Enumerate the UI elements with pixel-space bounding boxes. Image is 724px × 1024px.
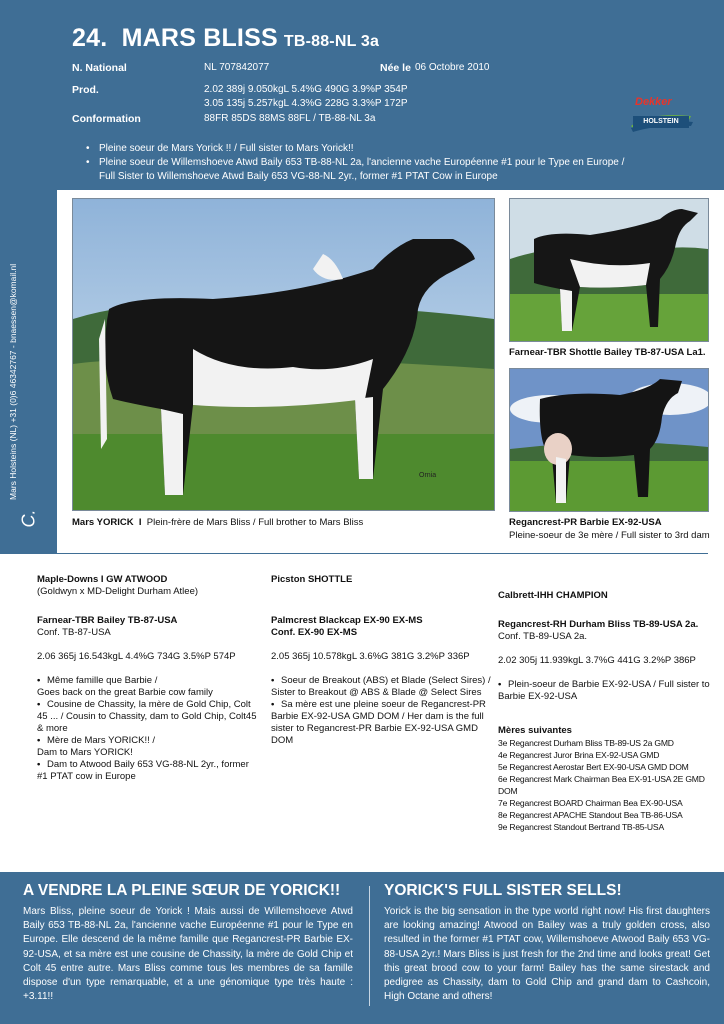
bottom-right-photo (509, 368, 709, 512)
national-value: NL 707842077 (204, 62, 270, 73)
col1-bullet-3: • Mère de Mars YORICK!! / (37, 735, 265, 747)
col2-bullet-1: • Soeur de Breakout (ABS) et Blade (Select Sires) / (271, 675, 493, 687)
col1-bullet-2: • Cousine de Chassity, la mère de Gold Chip, Colt (37, 699, 265, 711)
dekker-holstein-logo (629, 96, 695, 134)
col1-bullet-4-b: #1 PTAT cow in Europe (37, 771, 136, 782)
conformation-value: 88FR 85DS 88MS 88FL / TB-88-NL 3a (204, 113, 376, 124)
born-label: Née le (380, 62, 411, 74)
col2-bullet-2-c: sister to Regancrest-PR Barbie EX-92-USA GMD DOM (271, 723, 478, 746)
col1-bullet-2-b: 45 ... / Cousin to Chassity, dam to Gold Chip, Colt45 (37, 711, 257, 722)
col3-bullet-1: • Plein-soeur de Barbie EX-92-USA / Full sister to (498, 679, 720, 691)
production-line-2: 3.05 135j 5.257kgL 4.3%G 228G 3.3%P 172P (204, 98, 408, 109)
col3-bullet-1-b: Barbie EX-92-USA (498, 691, 578, 702)
col1-sire: Maple-Downs I GW ATWOOD (37, 574, 168, 585)
header-bullet-1: • Pleine soeur de Mars Yorick !! / Full sister to Mars Yorick!! (86, 142, 686, 156)
header-bullet-2: • Pleine soeur de Willemshoeve Atwd Baily 653 TB-88-NL 2a, l'ancienne vache Européenne #1 pour le Type en Europe / (86, 156, 686, 170)
col1-sire-pedigree: (Goldwyn x MD-Delight Durham Atlee) (37, 586, 199, 597)
english-heading: YORICK'S FULL SISTER SELLS! (384, 882, 622, 899)
production-label: Prod. (72, 84, 99, 96)
col1-bullet-4: • Dam to Atwood Baily 653 VG-88-NL 2yr., former (37, 759, 265, 771)
col1-dam-conf: Conf. TB-87-USA (37, 627, 111, 638)
col1-production: 2.06 365j 16.543kgL 4.4%G 734G 3.5%P 574P (37, 651, 236, 662)
conformation-label: Conformation (72, 113, 141, 125)
english-text: Yorick is the big sensation in the type world right now! His first daughters are looking amazing! Atwood on Bailey was a truly golden cross, also resulted in the former #1 PTAT cow, Willemshoeve Atwood Baily 653 VG-88-USA 2yr.! Mars Bliss is just fresh for the 2nd time and looks great! Get this great brood cow to your farm! Bailey has the same sirestack and pedigree as Chassity, dam to Gold Chip and grand dam to Cashcoin, High Octane and others! (384, 906, 710, 1003)
col1-dam: Farnear-TBR Bailey TB-87-USA (37, 615, 178, 626)
col2-bullet-2-b: Barbie EX-92-USA GMD DOM / Her dam is the full (271, 711, 484, 722)
main-photo (72, 198, 495, 511)
header-bullet-2-continued: Full Sister to Willemshoeve Atwd Baily 653 VG-88-NL 2yr., former #1 PTAT Cow in Europe (99, 171, 498, 182)
col3-dam-8: 8e Regancrest APACHE Standout Bea TB-86-USA (498, 810, 683, 820)
page-title: 24. MARS BLISS TB-88-NL 3a (72, 24, 380, 52)
logo-brand: Dekker (635, 96, 672, 108)
national-label: N. National (72, 62, 127, 74)
main-photo-caption: Mars YORICK I Plein-frère de Mars Bliss / Full brother to Mars Bliss (72, 517, 364, 528)
col1-bullet-3-b: Dam to Mars YORICK! (37, 747, 133, 758)
col2-dam: Palmcrest Blackcap EX-90 EX-MS (271, 615, 423, 626)
col1-bullet-2-c: & more (37, 723, 68, 734)
col2-bullet-1-b: Sister to Breakout @ ABS & Blade @ Select Sires (271, 687, 482, 698)
production-line-1: 2.02 389j 9.050kgL 5.4%G 490G 3.9%P 354P (204, 84, 408, 95)
col2-production: 2.05 365j 10.578kgL 3.6%G 381G 3.2%P 336P (271, 651, 470, 662)
sidebar-contact: Mars Holsteins (NL) +31 (0)6 46342767 - bnaessen@komail.nl (8, 263, 18, 500)
header-bullets (86, 142, 686, 184)
col3-production: 2.02 305j 11.939kgL 3.7%G 441G 3.2%P 386P (498, 655, 696, 666)
pedigree-column-1 (37, 574, 265, 783)
col1-bullet-1: • Même famille que Barbie / (37, 675, 265, 687)
logo-sub: HOLSTEIN (633, 116, 689, 128)
section-divider (57, 553, 708, 554)
footer-divider (369, 886, 370, 1006)
col3-dam-conf: Conf. TB-89-USA 2a. (498, 631, 588, 642)
main-photo-watermark: Ornia (419, 472, 437, 479)
col3-dam-4: 4e Regancrest Juror Brina EX-92-USA GMD (498, 750, 660, 760)
pedigree-column-2 (271, 574, 493, 747)
col3-dam-3: 3e Regancrest Durham Bliss TB-89-US 2a GMD (498, 738, 674, 748)
sidebar-mark: C. (18, 509, 39, 528)
col3-sire: Calbrett-IHH CHAMPION (498, 590, 608, 601)
pedigree-column-3 (498, 590, 720, 833)
col2-sire: Picston SHOTTLE (271, 574, 353, 585)
col3-dam: Regancrest-RH Durham Bliss TB-89-USA 2a. (498, 619, 699, 630)
top-right-caption: Farnear-TBR Shottle Bailey TB-87-USA La1. (509, 347, 706, 358)
french-text: Mars Bliss, pleine soeur de Yorick ! Mais aussi de Willemshoeve Atwd Baily 653 TB-88-NL 2a, l'ancienne vache Européenne #1 pour le Type en Europe. Elle descend de la même famille que Regancrest-PR Barbie EX-92-USA, et sa mère est une cousine de Chassity, la mère de Gold Chip et Colt 45 entre autre. Mars Bliss comme tous les membres de sa famille dispose d'un type remarquable, et a une génomique type très haute : +3.11!! (23, 906, 353, 1003)
born-value: 06 Octobre 2010 (415, 62, 490, 73)
col3-dam-7: 7e Regancrest BOARD Chairman Bea EX-90-USA (498, 798, 683, 808)
col1-bullet-1-b: Goes back on the great Barbie cow family (37, 687, 213, 698)
col2-bullet-2: • Sa mère est une pleine soeur de Regancrest-PR (271, 699, 493, 711)
col3-dam-9: 9e Regancrest Standout Bertrand TB-85-USA (498, 822, 664, 832)
top-right-photo (509, 198, 709, 342)
col2-dam-conf: Conf. EX-90 EX-MS (271, 627, 358, 638)
bottom-right-caption: Regancrest-PR Barbie EX-92-USA Pleine-soeur de 3e mère / Full sister to 3rd dam (509, 517, 710, 541)
col3-dam-5: 5e Regancrest Aerostar Bert EX-90-USA GMD DOM (498, 762, 689, 772)
col3-dams-title: Mères suivantes (498, 725, 572, 736)
french-heading: A VENDRE LA PLEINE SŒUR DE YORICK!! (23, 882, 341, 899)
col3-dam-6: 6e Regancrest Mark Chairman Bea EX-91-USA 2E GMD DOM (498, 774, 705, 796)
